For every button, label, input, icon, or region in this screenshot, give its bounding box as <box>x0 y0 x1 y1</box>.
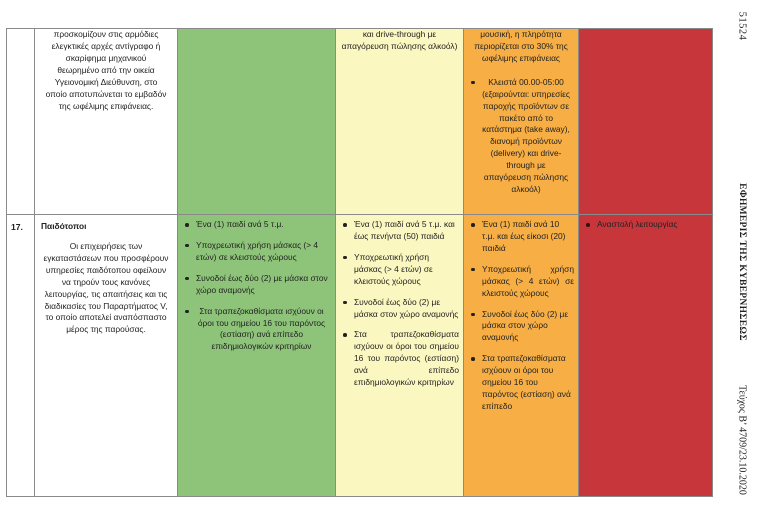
description-line: προσκομίζουν στις αρμόδιες <box>53 29 159 39</box>
cell-level-2-continued <box>336 29 464 215</box>
measure-bullet: Υποχρεωτική χρήση μάσκας (> 4 ετών) σε κλειστούς χώρους <box>182 240 331 264</box>
table-row-previous <box>7 29 713 215</box>
measure-bullet: Στα τραπεζοκαθίσματα ισχύουν οι όροι του σημείου 16 του παρόντος (εστίαση) ανά επίπεδο επιδημιολογικών κριτηρίων <box>340 329 459 389</box>
cell-number <box>7 215 35 497</box>
gazette-title: ΕΦΗΜΕΡΙΣ ΤΗΣ ΚΥΒΕΡΝΗΣΕΩΣ <box>737 183 747 341</box>
cell-description <box>35 215 178 497</box>
cell-level-3-continued <box>464 29 579 215</box>
description-line: σκαρίφημα μηχανικού <box>65 52 147 63</box>
cell-level-4 <box>579 215 713 497</box>
measures-table <box>6 28 713 497</box>
description-line: θεωρημένο από την οικεία <box>57 64 155 75</box>
cell-description-continued <box>35 29 178 215</box>
measure-bullet: Στα τραπεζοκαθίσματα ισχύουν οι όροι του σημείου 16 του παρόντος (εστίαση) ανά επίπεδο <box>468 353 574 413</box>
cell-level-1 <box>178 215 336 497</box>
description-line: οποίο αποτυπώνεται το εμβαδόν <box>45 88 167 99</box>
measure-bullet: Στα τραπεζοκαθίσματα ισχύουν οι όροι του σημείου 16 του παρόντος (εστίαση) ανά επίπεδο επιδημιολογικών κριτηρίων <box>182 306 331 354</box>
row-description: Οι επιχειρήσεις των εγκαταστάσεων που προσφέρουν υπηρεσίες παιδότοπου οφείλουν να τηρούν τους κανόνες λειτουργίας, τις απαιτήσεις και τις διαδικασίες του Παραρτήματος V, το οποίο αποτελεί αναπόσπαστο μέρος της παρούσας. <box>43 240 169 335</box>
measure-bullet: Ένα (1) παιδί ανά 5 τ.μ. <box>182 219 331 231</box>
row-title: Παιδότοποι <box>41 221 87 231</box>
cell-level-4-empty <box>579 29 713 215</box>
measure-bullet: Αναστολή λειτουργίας <box>583 219 708 231</box>
issue-reference: Τεύχος Β’ 4709/23.10.2020 <box>736 385 748 495</box>
measure-bullet: Κλειστά 00.00-05:00 (εξαιρούνται: υπηρεσίες παροχής προϊόντων σε πακέτο από το κατάστημα (take away), διανομή προϊόντων (delivery) και drive-through με απαγόρευση πώλησης αλκοόλ) <box>468 77 574 196</box>
measure-bullet: Συνοδοί έως δύο (2) με μάσκα στον χώρο αναμονής <box>340 297 459 321</box>
measure-bullet: Συνοδοί έως δύο (2) με μάσκα στον χώρο αναμονής <box>182 273 331 297</box>
cell-level-2 <box>336 215 464 497</box>
continued-text: και drive-through με απαγόρευση πώλησης αλκοόλ) <box>341 29 458 51</box>
measure-bullet: Ένα (1) παιδί ανά 5 τ.μ. και έως πενήντα (50) παιδιά <box>340 219 459 243</box>
description-line: Υγειονομική Διεύθυνση, στο <box>54 76 158 87</box>
measure-bullet: Υποχρεωτική χρήση μάσκας (> 4 ετών) σε κλειστούς χώρους <box>468 264 574 300</box>
page-number: 51524 <box>736 11 748 41</box>
description-line: ελεγκτικές αρχές αντίγραφο ή <box>51 40 161 51</box>
cell-number-empty <box>7 29 35 215</box>
row-number: 17. <box>11 222 23 232</box>
description-line: της ωφέλιμης επιφάνειας. <box>58 100 154 111</box>
measure-bullet: Υποχρεωτική χρήση μάσκας (> 4 ετών) σε κλειστούς χώρους <box>340 252 459 288</box>
measure-bullet: Ένα (1) παιδί ανά 10 τ.μ. και έως είκοσι (20) παιδιά <box>468 219 574 255</box>
continued-text: μουσική, η πληρότητα περιορίζεται στο 30% της ωφέλιμης επιφάνειας <box>474 29 568 63</box>
cell-level-3 <box>464 215 579 497</box>
cell-level-1-empty <box>178 29 336 215</box>
gazette-side-header <box>724 0 760 512</box>
table-row-17 <box>7 215 713 497</box>
measure-bullet: Συνοδοί έως δύο (2) με μάσκα στον χώρο αναμονής <box>468 309 574 345</box>
